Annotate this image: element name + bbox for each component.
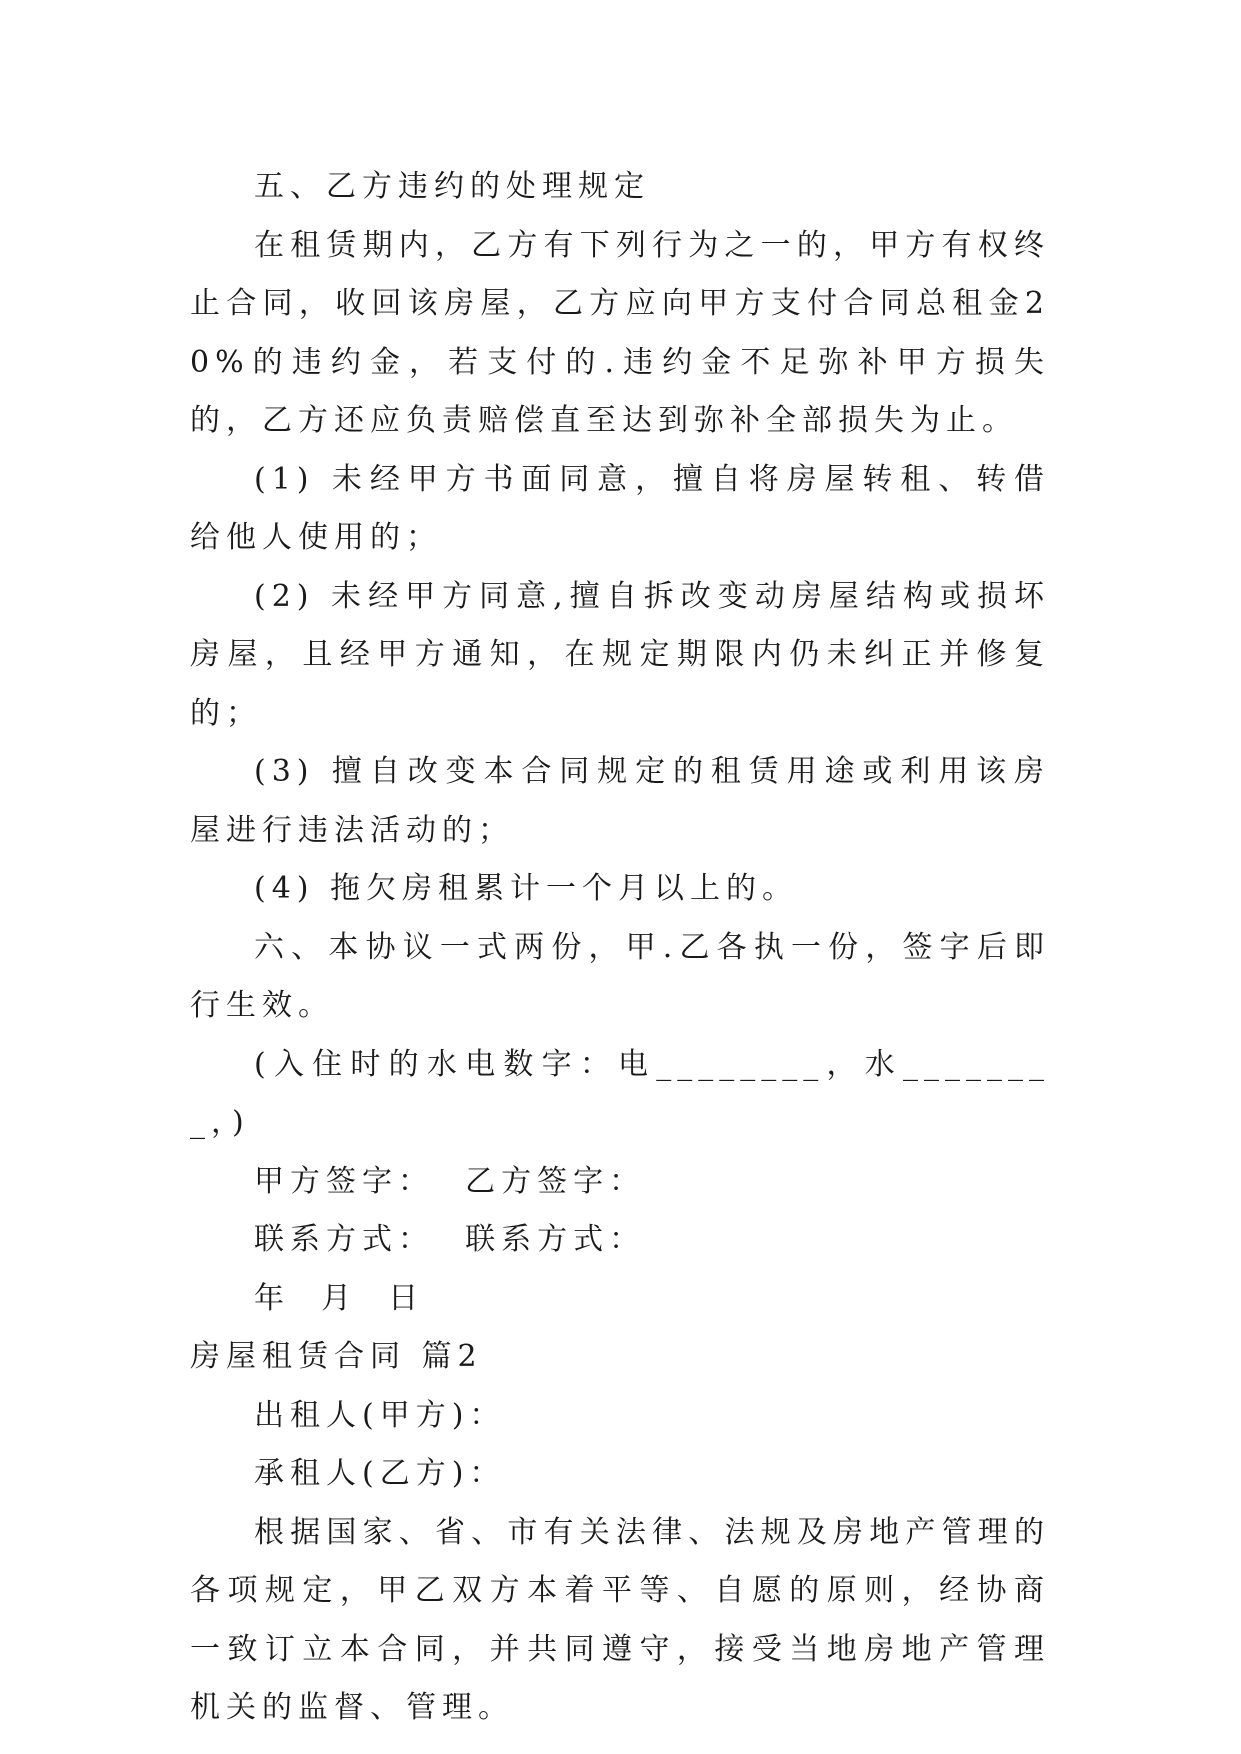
lessee-line: 承租人(乙方)： — [254, 1456, 506, 1491]
contract-2-preamble: 根据国家、省、市有关法律、法规及房地产管理的各项规定，甲乙双方本着平等、自愿的原则，经协商一致订立本合同，并共同遵守，接受当地房地产管理机关的监督、管理。 — [190, 1514, 1050, 1725]
date-line: 年 月 日 — [254, 1280, 425, 1316]
breach-intro-paragraph: 在租赁期内，乙方有下列行为之一的，甲方有权终止合同，收回该房屋，乙方应向甲方支付合同总租金20%的违约金，若支付的.违约金不足弥补甲方损失的，乙方还应负责赔偿直至达到弥补全部损失为止。 — [190, 227, 1050, 438]
contract-2-title: 房屋租赁合同 篇2 — [190, 1339, 483, 1374]
contact-line: 联系方式： 联系方式： — [254, 1222, 646, 1257]
section-five-heading: 五、乙方违约的处理规定 — [254, 169, 650, 204]
utility-readings-line: (入住时的水电数字：电________，水________，) — [190, 1046, 1050, 1140]
lessor-line: 出租人(甲方)： — [254, 1397, 506, 1433]
document-body — [190, 158, 1050, 1738]
breach-item-4: (4) 拖欠房租累计一个月以上的。 — [254, 871, 799, 906]
breach-item-1: (1) 未经甲方书面同意，擅自将房屋转租、转借给他人使用的； — [190, 461, 1050, 555]
section-six-paragraph: 六、本协议一式两份，甲.乙各执一份，签字后即行生效。 — [190, 929, 1050, 1023]
signature-line: 甲方签字： 乙方签字： — [254, 1163, 646, 1199]
breach-item-3: (3) 擅自改变本合同规定的租赁用途或利用该房屋进行违法活动的； — [190, 754, 1050, 848]
breach-item-2: (2) 未经甲方同意,擅自拆改变动房屋结构或损坏房屋，且经甲方通知，在规定期限内仍未纠正并修复的； — [190, 578, 1050, 731]
